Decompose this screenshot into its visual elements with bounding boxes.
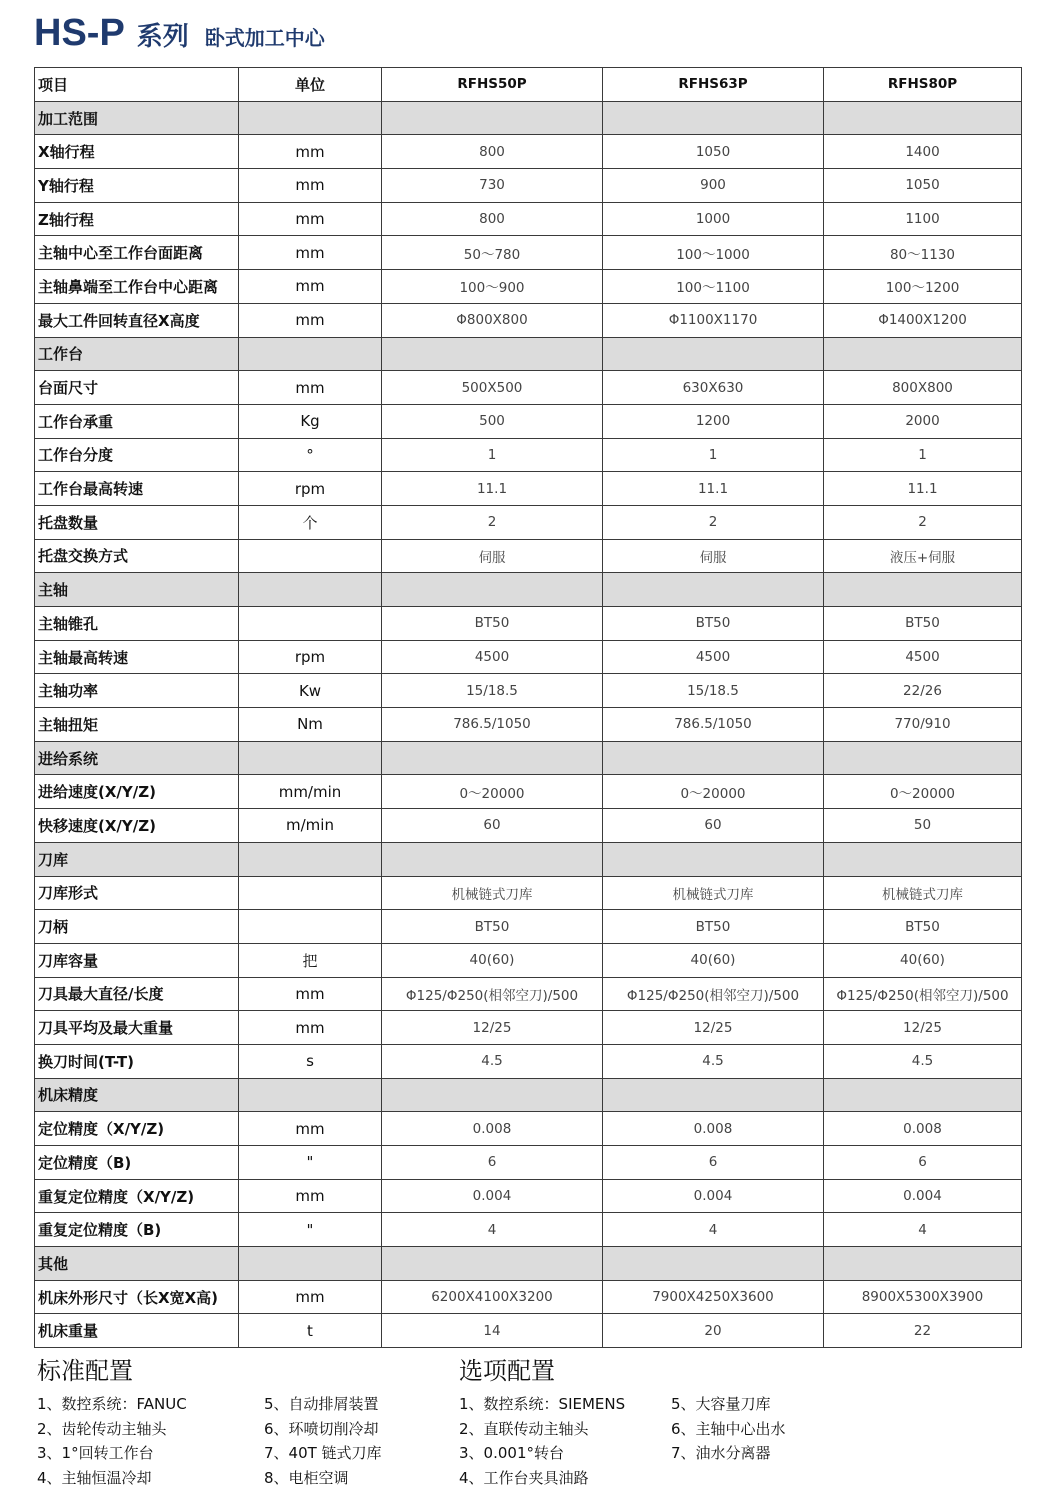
empty-cell <box>239 337 382 371</box>
row-value: 1050 <box>824 169 1022 203</box>
row-value: 0～20000 <box>603 775 824 809</box>
table-row <box>35 607 1022 641</box>
row-value: Φ800X800 <box>382 303 603 337</box>
empty-cell <box>239 1247 382 1281</box>
row-value: Φ125/Φ250(相邻空刀)/500 <box>824 977 1022 1011</box>
section-label: 主轴 <box>35 573 239 607</box>
row-label: 工作台承重 <box>35 404 239 438</box>
row-value: 6 <box>824 1146 1022 1180</box>
row-value: 4.5 <box>603 1044 824 1078</box>
table-row <box>35 910 1022 944</box>
row-value: 1050 <box>603 135 824 169</box>
empty-cell <box>382 573 603 607</box>
row-unit: mm <box>239 371 382 405</box>
optional-config <box>459 1354 786 1490</box>
row-value: 1 <box>824 438 1022 472</box>
column-header-model: RFHS50P <box>382 68 603 102</box>
row-value: 786.5/1050 <box>603 708 824 742</box>
empty-cell <box>239 573 382 607</box>
row-value: 60 <box>603 809 824 843</box>
row-unit: rpm <box>239 640 382 674</box>
empty-cell <box>382 741 603 775</box>
row-value: 11.1 <box>382 472 603 506</box>
row-unit: ° <box>239 438 382 472</box>
empty-cell <box>603 1247 824 1281</box>
empty-cell <box>603 1078 824 1112</box>
row-unit: 把 <box>239 943 382 977</box>
row-value: 0～20000 <box>382 775 603 809</box>
row-value: 12/25 <box>824 1011 1022 1045</box>
standard-config-list-2 <box>264 1392 382 1490</box>
row-value: 100～1000 <box>603 236 824 270</box>
row-label: 定位精度（B) <box>35 1146 239 1180</box>
row-label: 最大工件回转直径X高度 <box>35 303 239 337</box>
row-value: 800 <box>382 135 603 169</box>
empty-cell <box>824 1078 1022 1112</box>
row-label: 工作台最高转速 <box>35 472 239 506</box>
row-unit: " <box>239 1146 382 1180</box>
row-value: 液压+伺服 <box>824 539 1022 573</box>
table-header-row <box>35 68 1022 102</box>
row-unit: t <box>239 1314 382 1348</box>
table-row <box>35 371 1022 405</box>
table-row <box>35 303 1022 337</box>
table-row <box>35 169 1022 203</box>
empty-cell <box>824 842 1022 876</box>
row-value: 786.5/1050 <box>382 708 603 742</box>
row-value: 0.008 <box>824 1112 1022 1146</box>
row-value: 4500 <box>382 640 603 674</box>
standard-config-list-1 <box>37 1392 264 1490</box>
row-value: 730 <box>382 169 603 203</box>
row-unit: 个 <box>239 505 382 539</box>
row-unit: Kg <box>239 404 382 438</box>
row-label: 托盘交换方式 <box>35 539 239 573</box>
empty-cell <box>603 741 824 775</box>
list-item: 6、主轴中心出水 <box>671 1419 786 1438</box>
empty-cell <box>239 741 382 775</box>
page-title <box>34 12 325 62</box>
row-label: 主轴锥孔 <box>35 607 239 641</box>
row-unit <box>239 876 382 910</box>
section-row <box>35 1078 1022 1112</box>
row-value: 机械链式刀库 <box>824 876 1022 910</box>
row-label: 快移速度(X/Y/Z) <box>35 809 239 843</box>
empty-cell <box>603 573 824 607</box>
row-value: 6 <box>603 1146 824 1180</box>
list-item: 3、1°回转工作台 <box>37 1444 154 1462</box>
table-row <box>35 977 1022 1011</box>
row-value: 12/25 <box>382 1011 603 1045</box>
row-unit: m/min <box>239 809 382 843</box>
table-row <box>35 640 1022 674</box>
empty-cell <box>239 842 382 876</box>
row-value: Φ1400X1200 <box>824 303 1022 337</box>
row-unit <box>239 910 382 944</box>
table-row <box>35 472 1022 506</box>
row-value: 0.008 <box>603 1112 824 1146</box>
list-item: 1、数控系统：FANUC <box>37 1395 187 1413</box>
row-value: 4 <box>382 1213 603 1247</box>
row-value: 12/25 <box>603 1011 824 1045</box>
list-item: 6、环喷切削冷却 <box>264 1419 379 1438</box>
table-row <box>35 270 1022 304</box>
table-row <box>35 775 1022 809</box>
row-value: 14 <box>382 1314 603 1348</box>
row-value: 50～780 <box>382 236 603 270</box>
row-label: 重复定位精度（B) <box>35 1213 239 1247</box>
row-value: 2 <box>603 505 824 539</box>
empty-cell <box>824 101 1022 135</box>
column-header-item: 项目 <box>35 68 239 102</box>
empty-cell <box>824 1247 1022 1281</box>
row-unit: s <box>239 1044 382 1078</box>
row-value: 0.008 <box>382 1112 603 1146</box>
row-value: 1 <box>603 438 824 472</box>
list-item: 4、工作台夹具油路 <box>459 1468 589 1487</box>
empty-cell <box>382 1078 603 1112</box>
row-unit: mm <box>239 1179 382 1213</box>
section-label: 机床精度 <box>35 1078 239 1112</box>
table-row <box>35 1011 1022 1045</box>
row-value: 1000 <box>603 202 824 236</box>
row-value: BT50 <box>382 607 603 641</box>
row-value: 11.1 <box>824 472 1022 506</box>
row-value: 4.5 <box>382 1044 603 1078</box>
row-value: 1 <box>382 438 603 472</box>
row-value: 11.1 <box>603 472 824 506</box>
section-row <box>35 337 1022 371</box>
row-label: 台面尺寸 <box>35 371 239 405</box>
list-item: 5、自动排屑装置 <box>264 1395 379 1413</box>
row-value: Φ125/Φ250(相邻空刀)/500 <box>382 977 603 1011</box>
empty-cell <box>824 573 1022 607</box>
row-value: 770/910 <box>824 708 1022 742</box>
row-unit: Kw <box>239 674 382 708</box>
table-row <box>35 876 1022 910</box>
row-unit: mm/min <box>239 775 382 809</box>
row-value: 0.004 <box>382 1179 603 1213</box>
row-value: 7900X4250X3600 <box>603 1280 824 1314</box>
row-unit: mm <box>239 135 382 169</box>
row-value: 22/26 <box>824 674 1022 708</box>
section-row <box>35 842 1022 876</box>
section-row <box>35 741 1022 775</box>
row-value: 伺服 <box>603 539 824 573</box>
row-value: 15/18.5 <box>603 674 824 708</box>
row-unit: mm <box>239 202 382 236</box>
row-label: 主轴功率 <box>35 674 239 708</box>
row-value: BT50 <box>824 910 1022 944</box>
row-value: Φ125/Φ250(相邻空刀)/500 <box>603 977 824 1011</box>
row-unit: mm <box>239 1011 382 1045</box>
row-value: 0.004 <box>824 1179 1022 1213</box>
table-row <box>35 809 1022 843</box>
list-item: 1、数控系统：SIEMENS <box>459 1395 626 1413</box>
row-label: 主轴中心至工作台面距离 <box>35 236 239 270</box>
section-label: 工作台 <box>35 337 239 371</box>
row-unit: mm <box>239 270 382 304</box>
row-label: 换刀时间(T-T) <box>35 1044 239 1078</box>
table-row <box>35 1314 1022 1348</box>
row-value: 500 <box>382 404 603 438</box>
row-label: 工作台分度 <box>35 438 239 472</box>
row-value: 500X500 <box>382 371 603 405</box>
empty-cell <box>603 337 824 371</box>
row-value: Φ1100X1170 <box>603 303 824 337</box>
row-label: 主轴扭矩 <box>35 708 239 742</box>
row-value: 4 <box>824 1213 1022 1247</box>
table-row <box>35 708 1022 742</box>
list-item: 2、齿轮传动主轴头 <box>37 1419 167 1438</box>
row-value: 1200 <box>603 404 824 438</box>
row-unit: mm <box>239 303 382 337</box>
row-value: 伺服 <box>382 539 603 573</box>
empty-cell <box>239 101 382 135</box>
list-item: 7、40T 链式刀库 <box>264 1444 382 1462</box>
row-value: 机械链式刀库 <box>603 876 824 910</box>
row-value: 50 <box>824 809 1022 843</box>
row-value: 900 <box>603 169 824 203</box>
section-row <box>35 1247 1022 1281</box>
table-row <box>35 505 1022 539</box>
standard-config-title: 标准配置 <box>37 1357 133 1385</box>
row-unit: mm <box>239 1280 382 1314</box>
row-label: 刀柄 <box>35 910 239 944</box>
empty-cell <box>239 1078 382 1112</box>
table-row <box>35 1112 1022 1146</box>
empty-cell <box>382 337 603 371</box>
row-value: 2 <box>382 505 603 539</box>
optional-config-title: 选项配置 <box>459 1357 555 1385</box>
row-unit: mm <box>239 977 382 1011</box>
row-label: 托盘数量 <box>35 505 239 539</box>
table-row <box>35 539 1022 573</box>
section-label: 进给系统 <box>35 741 239 775</box>
row-value: 4.5 <box>824 1044 1022 1078</box>
row-unit <box>239 539 382 573</box>
table-row <box>35 674 1022 708</box>
row-label: 主轴最高转速 <box>35 640 239 674</box>
column-header-model: RFHS80P <box>824 68 1022 102</box>
table-row <box>35 1280 1022 1314</box>
page-subtitle: 卧式加工中心 <box>204 26 325 50</box>
table-row <box>35 438 1022 472</box>
row-label: 刀库容量 <box>35 943 239 977</box>
table-row <box>35 404 1022 438</box>
list-item: 2、直联传动主轴头 <box>459 1419 589 1438</box>
row-value: 40(60) <box>382 943 603 977</box>
row-value: 2000 <box>824 404 1022 438</box>
row-label: 主轴鼻端至工作台中心距离 <box>35 270 239 304</box>
section-label: 其他 <box>35 1247 239 1281</box>
list-item: 7、油水分离器 <box>671 1444 771 1462</box>
row-unit: mm <box>239 1112 382 1146</box>
series-label: 系列 <box>136 22 189 52</box>
row-value: 0～20000 <box>824 775 1022 809</box>
row-unit: mm <box>239 169 382 203</box>
empty-cell <box>603 101 824 135</box>
row-value: 6 <box>382 1146 603 1180</box>
model-name: HS-P <box>34 12 125 54</box>
row-value: 4 <box>603 1213 824 1247</box>
row-value: 800 <box>382 202 603 236</box>
row-unit: mm <box>239 236 382 270</box>
row-value: 1400 <box>824 135 1022 169</box>
table-row <box>35 943 1022 977</box>
spec-table <box>34 67 1022 1348</box>
row-value: 2 <box>824 505 1022 539</box>
table-row <box>35 1146 1022 1180</box>
row-unit: Nm <box>239 708 382 742</box>
table-row <box>35 202 1022 236</box>
row-value: 1100 <box>824 202 1022 236</box>
row-label: 进给速度(X/Y/Z) <box>35 775 239 809</box>
empty-cell <box>824 337 1022 371</box>
row-label: X轴行程 <box>35 135 239 169</box>
row-unit: rpm <box>239 472 382 506</box>
row-label: 刀具最大直径/长度 <box>35 977 239 1011</box>
row-value: BT50 <box>382 910 603 944</box>
row-value: BT50 <box>603 910 824 944</box>
row-unit: " <box>239 1213 382 1247</box>
row-label: Y轴行程 <box>35 169 239 203</box>
empty-cell <box>603 842 824 876</box>
row-value: 4500 <box>603 640 824 674</box>
table-row <box>35 135 1022 169</box>
section-label: 加工范围 <box>35 101 239 135</box>
row-value: BT50 <box>603 607 824 641</box>
row-value: 40(60) <box>824 943 1022 977</box>
row-label: Z轴行程 <box>35 202 239 236</box>
row-value: 100～1100 <box>603 270 824 304</box>
row-label: 刀库形式 <box>35 876 239 910</box>
row-value: 40(60) <box>603 943 824 977</box>
row-value: 100～1200 <box>824 270 1022 304</box>
row-value: 80～1130 <box>824 236 1022 270</box>
row-value: 15/18.5 <box>382 674 603 708</box>
row-value: 6200X4100X3200 <box>382 1280 603 1314</box>
row-value: 100～900 <box>382 270 603 304</box>
optional-config-list-1 <box>459 1392 671 1490</box>
row-value: 630X630 <box>603 371 824 405</box>
row-value: 0.004 <box>603 1179 824 1213</box>
row-label: 机床重量 <box>35 1314 239 1348</box>
row-value: 8900X5300X3900 <box>824 1280 1022 1314</box>
section-label: 刀库 <box>35 842 239 876</box>
column-header-model: RFHS63P <box>603 68 824 102</box>
row-value: 800X800 <box>824 371 1022 405</box>
empty-cell <box>382 101 603 135</box>
row-unit <box>239 607 382 641</box>
row-value: 20 <box>603 1314 824 1348</box>
table-row <box>35 1044 1022 1078</box>
column-header-unit: 单位 <box>239 68 382 102</box>
section-row <box>35 101 1022 135</box>
row-label: 定位精度（X/Y/Z) <box>35 1112 239 1146</box>
standard-config <box>37 1354 382 1490</box>
row-value: 4500 <box>824 640 1022 674</box>
empty-cell <box>382 1247 603 1281</box>
table-row <box>35 1213 1022 1247</box>
row-label: 刀具平均及最大重量 <box>35 1011 239 1045</box>
row-value: BT50 <box>824 607 1022 641</box>
empty-cell <box>824 741 1022 775</box>
list-item: 3、0.001°转台 <box>459 1444 564 1462</box>
list-item: 5、大容量刀库 <box>671 1395 771 1413</box>
empty-cell <box>382 842 603 876</box>
list-item: 4、主轴恒温冷却 <box>37 1468 152 1487</box>
row-value: 60 <box>382 809 603 843</box>
list-item: 8、电柜空调 <box>264 1468 349 1487</box>
row-label: 机床外形尺寸（长X宽X高) <box>35 1280 239 1314</box>
row-value: 22 <box>824 1314 1022 1348</box>
section-row <box>35 573 1022 607</box>
optional-config-list-2 <box>671 1392 786 1490</box>
row-value: 机械链式刀库 <box>382 876 603 910</box>
table-row <box>35 1179 1022 1213</box>
row-label: 重复定位精度（X/Y/Z) <box>35 1179 239 1213</box>
table-row <box>35 236 1022 270</box>
